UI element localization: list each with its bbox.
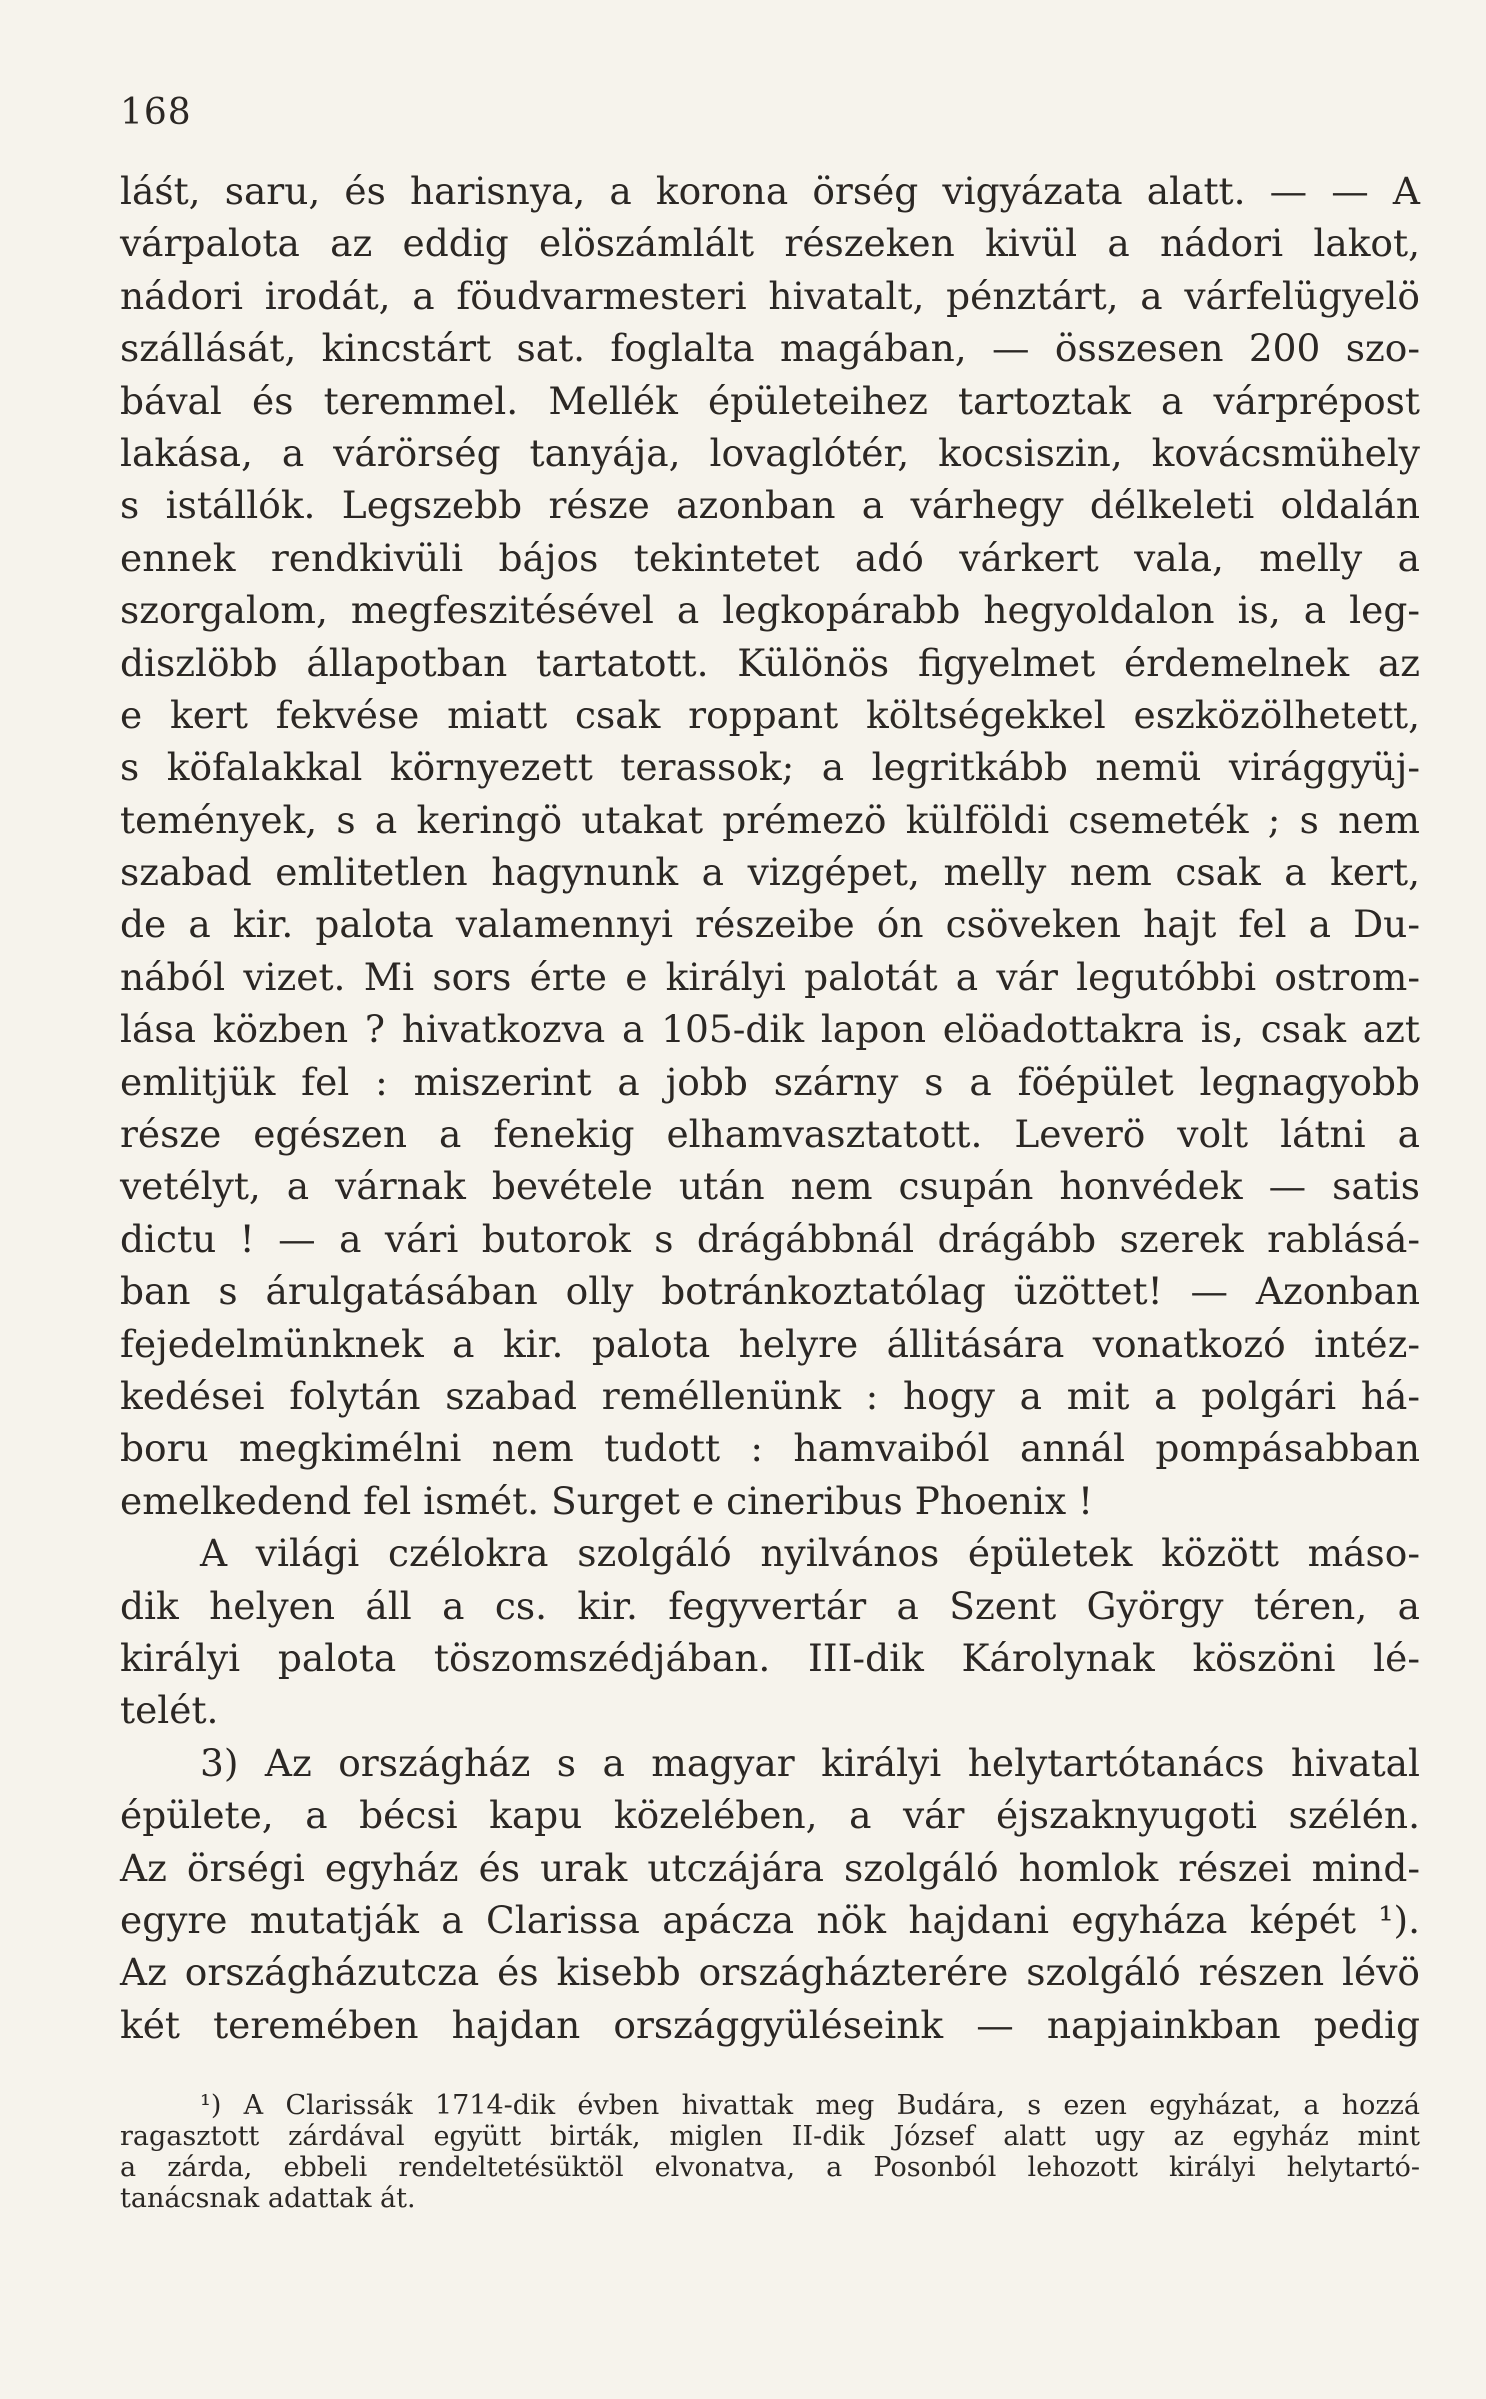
- footnote-line: ¹) A Clarissák 1714-dik évben hivattak meg Budára, s ezen egyházat, a hozzá: [200, 2090, 1420, 2121]
- text-line: boru megkimélni nem tudott : hamvaiból annál pompásabban: [120, 1426, 1420, 1471]
- text-line: része egészen a fenekig elhamvasztatott. Leverö volt látni a: [120, 1112, 1420, 1157]
- text-line: két teremében hajdan országgyüléseink — napjainkban pedig: [120, 2002, 1420, 2047]
- text-line: vetélyt, a várnak bevétele után nem csupán honvédek — satis: [120, 1164, 1420, 1209]
- page-number: 168: [120, 92, 192, 133]
- text-line: lása közben ? hivatkozva a 105-dik lapon elöadottakra is, csak azt: [120, 1007, 1420, 1052]
- text-line: várpalota az eddig elöszámlált részeken kivül a nádori lakot,: [120, 221, 1420, 266]
- footnote-line: ragasztott zárdával együtt birták, miglen II-dik József alatt ugy az egyház mint: [120, 2121, 1420, 2152]
- text-line: s köfalakkal környezett terassok; a legritkább nemü virággyüj-: [120, 745, 1420, 790]
- text-line: e kert fekvése miatt csak roppant költségekkel eszközölhetett,: [120, 692, 1420, 737]
- text-line: szállását, kincstárt sat. foglalta magában, — összesen 200 szo-: [120, 326, 1420, 371]
- text-line: de a kir. palota valamennyi részeibe ón csöveken hajt fel a Du-: [120, 902, 1420, 947]
- text-line: kedései folytán szabad reméllenünk : hogy a mit a polgári há-: [120, 1373, 1420, 1418]
- text-line: emelkedend fel ismét. Surget e cineribus Phoenix !: [120, 1478, 1094, 1523]
- text-line: bával és teremmel. Mellék épületeihez tartoztak a várprépost: [120, 378, 1420, 423]
- text-line: épülete, a bécsi kapu közelében, a vár éjszaknyugoti szélén.: [120, 1793, 1420, 1838]
- text-line: egyre mutatják a Clarissa apácza nök hajdani egyháza képét ¹).: [120, 1897, 1420, 1942]
- footnote-line: a zárda, ebbeli rendeltetésüktöl elvonatva, a Posonból lehozott királyi helytartó-: [120, 2152, 1420, 2183]
- text-line: királyi palota töszomszédjában. III-dik Károlynak köszöni lé-: [120, 1635, 1420, 1680]
- footnote-block: [120, 2090, 1420, 2214]
- text-line: emlitjük fel : miszerint a jobb szárny s a föépület legnagyobb: [120, 1059, 1420, 1104]
- text-line: szorgalom, megfeszitésével a legkopárabb hegyoldalon is, a leg-: [120, 588, 1420, 633]
- text-line: nádori irodát, a föudvarmesteri hivatalt, pénztárt, a várfelügyelö: [120, 273, 1420, 318]
- text-line: dik helyen áll a cs. kir. fegyvertár a Szent György téren, a: [120, 1583, 1420, 1628]
- text-line: lakása, a várörség tanyája, lovaglótér, kocsiszin, kovácsmühely: [120, 430, 1420, 475]
- text-line: diszlöbb állapotban tartatott. Különös figyelmet érdemelnek az: [120, 640, 1420, 685]
- text-line: s istállók. Legszebb része azonban a várhegy délkeleti oldalán: [120, 483, 1420, 528]
- text-line: szabad emlitetlen hagynunk a vizgépet, melly nem csak a kert,: [120, 850, 1420, 895]
- text-line: Az örségi egyház és urak utczájára szolgáló homlok részei mind-: [120, 1845, 1420, 1890]
- footnote-line: tanácsnak adattak át.: [120, 2183, 416, 2214]
- text-line: Az országházutcza és kisebb országházterére szolgáló részen lévö: [120, 1950, 1420, 1995]
- text-line: nából vizet. Mi sors érte e királyi palotát a vár legutóbbi ostrom-: [120, 954, 1420, 999]
- text-line: temények, s a keringö utakat prémezö külföldi csemeték ; s nem: [120, 797, 1420, 842]
- text-line: 3) Az országház s a magyar királyi helytartótanács hivatal: [200, 1740, 1420, 1785]
- text-line: telét.: [120, 1688, 219, 1733]
- text-line: fejedelmünknek a kir. palota helyre állitására vonatkozó intéz-: [120, 1321, 1420, 1366]
- text-line: ban s árulgatásában olly botránkoztatólag üzöttet! — Azonban: [120, 1269, 1420, 1314]
- text-line: dictu ! — a vári butorok s drágábbnál drágább szerek rablásá-: [120, 1216, 1420, 1261]
- text-line: ennek rendkivüli bájos tekintetet adó várkert vala, melly a: [120, 535, 1420, 580]
- body-text: [120, 165, 1420, 2051]
- text-line: láśt, saru, és harisnya, a korona örség vigyázata alatt. — — A: [120, 169, 1420, 213]
- text-line: A világi czélokra szolgáló nyilvános épületek között máso-: [200, 1531, 1420, 1576]
